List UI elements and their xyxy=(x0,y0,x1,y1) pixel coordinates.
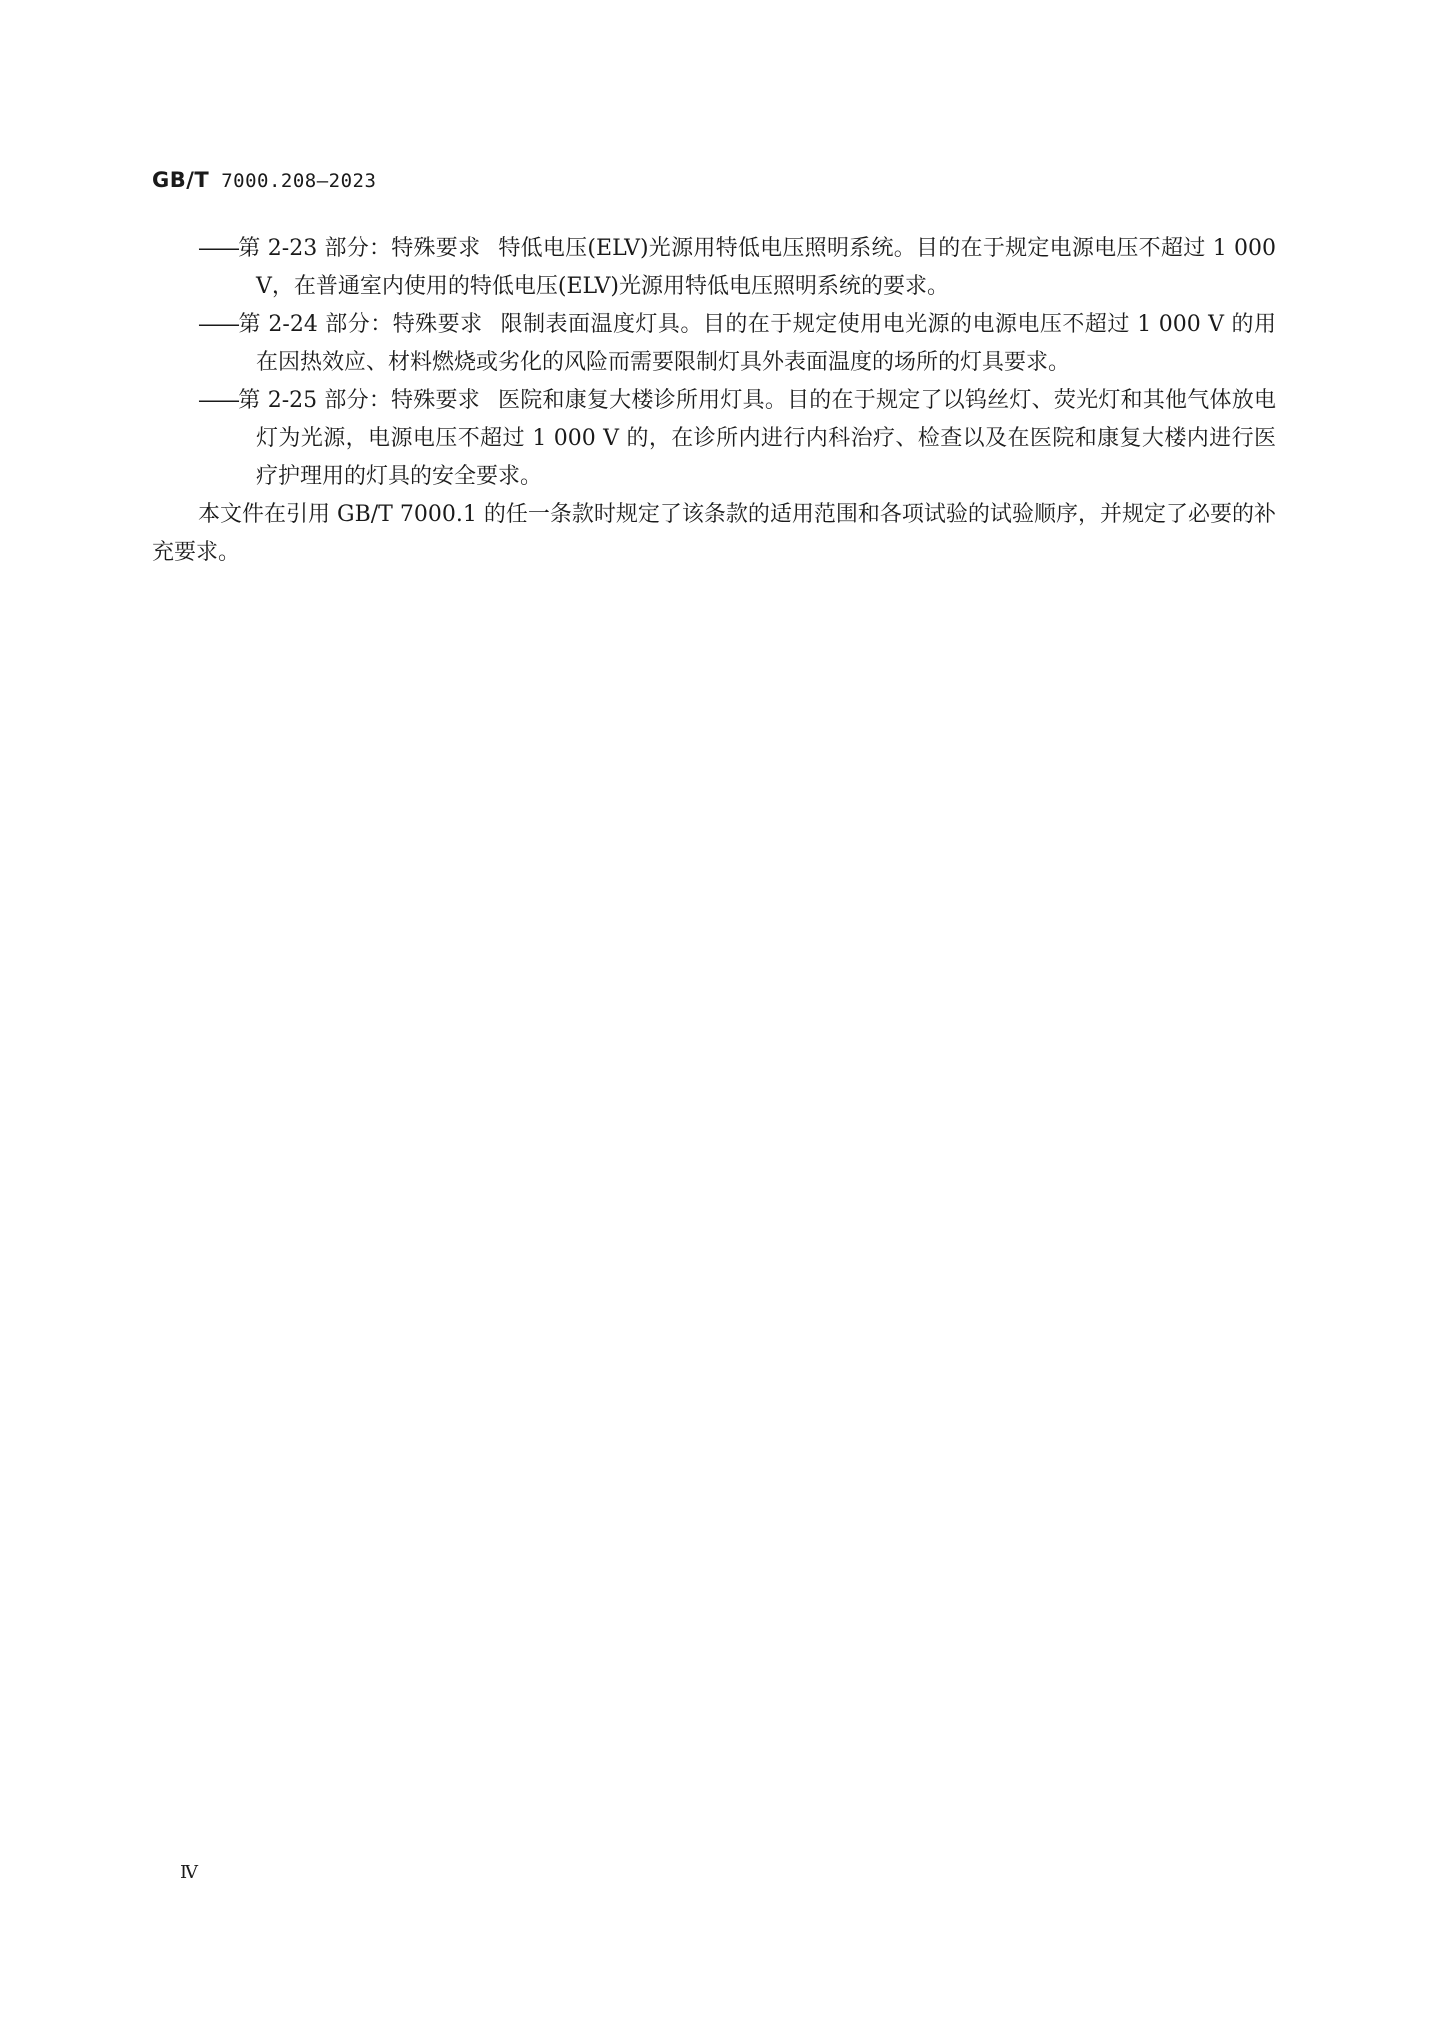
part-label: 第 2-23 部分：特殊要求 xyxy=(238,236,481,261)
part-label: 第 2-25 部分：特殊要求 xyxy=(238,388,480,413)
standard-prefix: GB/T xyxy=(152,168,210,192)
part-description: 目的在于规定了以钨丝灯、荧光灯和其他气体放电灯为光源，电源电压不超过 1 000 V 的，在诊所内进行内科治疗、检查以及在医院和康复大楼内进行医疗护理用的灯具的安全要求。 xyxy=(256,388,1276,489)
part-label: 第 2-24 部分：特殊要求 xyxy=(238,312,483,337)
closing-paragraph: 本文件在引用 GB/T 7000.1 的任一条款时规定了该条款的适用范围和各项试验的试验顺序，并规定了必要的补充要求。 xyxy=(152,502,1276,565)
part-title: 医院和康复大楼诊所用灯具。 xyxy=(498,388,788,413)
list-item xyxy=(152,230,1276,306)
document-body xyxy=(152,230,1276,572)
part-description: 目的在于规定电源电压不超过 1 000 V，在普通室内使用的特低电压(ELV)光源用特低电压照明系统的要求。 xyxy=(256,236,1276,299)
part-title: 限制表面温度灯具。 xyxy=(500,312,703,337)
standard-code: 7000.208—2023 xyxy=(209,170,377,192)
document-header xyxy=(152,168,376,192)
page-number: Ⅳ xyxy=(180,1862,198,1883)
dash-marker: —— xyxy=(198,388,238,413)
dash-marker: —— xyxy=(198,312,238,337)
part-description: 目的在于规定使用电光源的电源电压不超过 1 000 V 的用在因热效应、材料燃烧或劣化的风险而需要限制灯具外表面温度的场所的灯具要求。 xyxy=(256,312,1276,375)
part-title: 特低电压(ELV)光源用特低电压照明系统。 xyxy=(498,236,917,261)
dash-marker: —— xyxy=(198,236,238,261)
list-item xyxy=(152,306,1276,382)
list-item xyxy=(152,382,1276,496)
